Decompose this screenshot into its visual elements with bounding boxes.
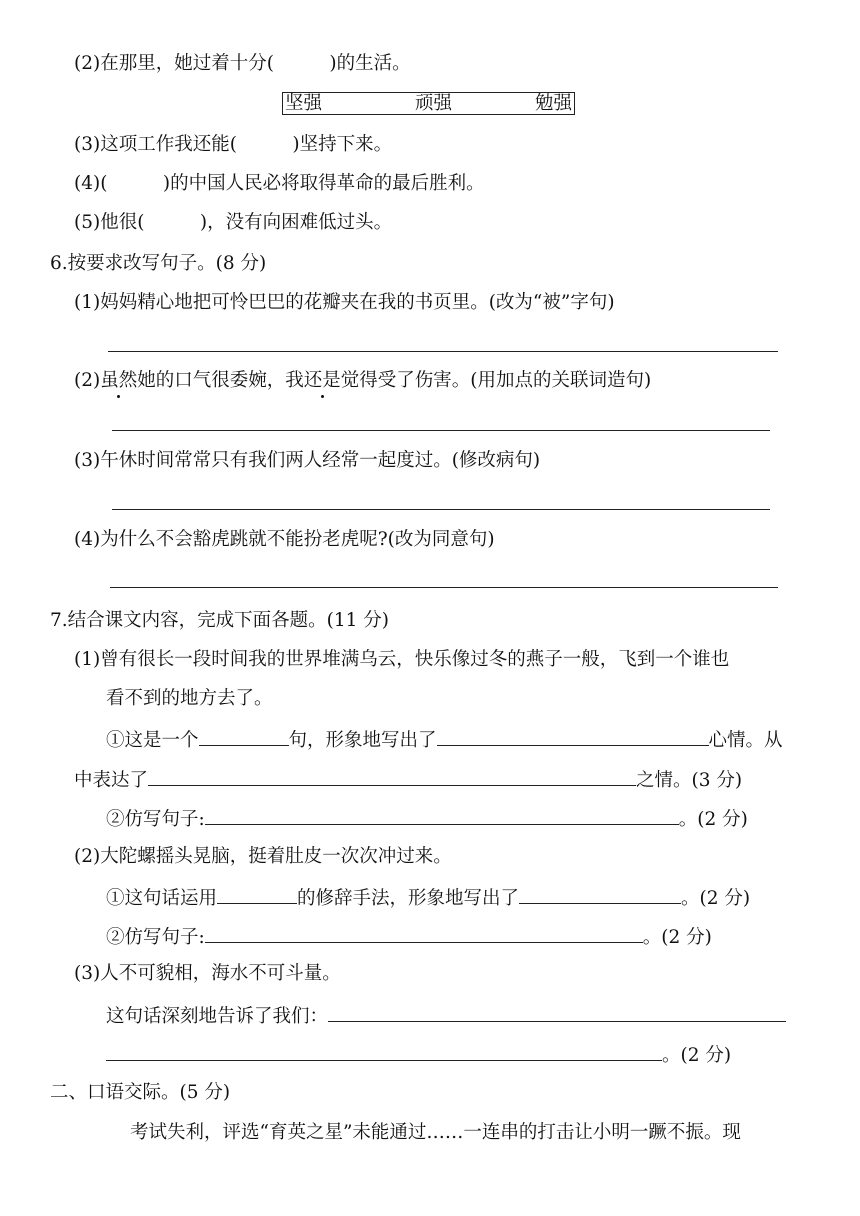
- word-options-box: [282, 92, 575, 115]
- q6-item-3: (3)午休时间常常只有我们两人经常一起度过。(修改病句): [74, 450, 541, 471]
- q7-sub-5-text: 这句话深刻地告诉了我们：: [106, 1006, 329, 1027]
- q6-item-2-prefix: (2): [74, 370, 101, 391]
- q6-answer-line-3[interactable]: [112, 509, 770, 510]
- q6-answer-line-4[interactable]: [110, 587, 778, 588]
- q7-sub-1-text-d: 中表达了: [74, 770, 149, 791]
- q7-sub-5-line-2: [106, 1041, 731, 1068]
- q7-sub-2-text-a: ②仿写句子:: [106, 809, 205, 830]
- q7-sub-3-text-a: ①这句话运用: [106, 888, 218, 909]
- q6-item-2: [74, 369, 651, 393]
- feeling-blank[interactable]: [148, 766, 636, 786]
- q7-sub-5-score: 。(2 分): [662, 1045, 732, 1066]
- imitation-blank-2[interactable]: [205, 923, 643, 943]
- q7-sub-1-text-c: 心情。从: [708, 730, 783, 751]
- q7-sub-2-text-b: 。(2 分): [678, 809, 748, 830]
- q7-sub-3-text-b: 的修辞手法，形象地写出了: [297, 888, 520, 909]
- sentence-type-blank[interactable]: [199, 726, 289, 746]
- q6-item-4: (4)为什么不会豁虎跳就不能扮老虎呢?(改为同意句): [74, 529, 495, 550]
- word-option-2: 顽强: [415, 93, 453, 114]
- q7-item-1-line-1: (1)曾有很长一段时间我的世界堆满乌云，快乐像过冬的燕子一般，飞到一个谁也: [74, 649, 730, 670]
- lesson-blank-2[interactable]: [106, 1041, 662, 1061]
- q5-item-5: (5)他很( )，没有向困难低过头。: [74, 212, 393, 233]
- q7-title: 7.结合课文内容，完成下面各题。(11 分): [50, 610, 390, 631]
- word-option-1: 坚强: [285, 93, 323, 114]
- q7-item-2: (2)大陀螺摇头晃脑，挺着肚皮一次次冲过来。: [74, 846, 452, 867]
- q6-title: 6.按要求改写句子。(8 分): [50, 253, 267, 274]
- q5-item-4: (4)( )的中国人民必将取得革命的最后胜利。: [74, 173, 485, 194]
- section-2-paragraph: 考试失利，评选“育英之星”未能通过……一连串的打击让小明一蹶不振。现: [130, 1122, 741, 1143]
- q7-item-1-line-2: 看不到的地方去了。: [106, 688, 273, 709]
- q7-sub-1-text-e: 之情。(3 分): [636, 770, 743, 791]
- q6-answer-line-1[interactable]: [108, 351, 778, 352]
- q7-sub-3-line: [106, 884, 750, 911]
- q7-sub-4-text-a: ②仿写句子:: [106, 927, 205, 948]
- q7-sub-1-text-b: 句，形象地写出了: [288, 730, 437, 751]
- q5-item-2: (2)在那里，她过着十分( )的生活。: [74, 53, 411, 74]
- q6-item-2-suffix: 觉得受了伤害。(用加点的关联词造句): [340, 370, 652, 391]
- q7-sub-1-line: [106, 726, 783, 753]
- mood-blank[interactable]: [437, 726, 709, 746]
- q6-item-1: (1)妈妈精心地把可怜巴巴的花瓣夹在我的书页里。(改为“被”字句): [74, 292, 615, 313]
- q7-sub-4-text-b: 。(2 分): [642, 927, 712, 948]
- q7-sub-4-line: [106, 923, 712, 950]
- q7-sub-3-text-c: 。(2 分): [681, 888, 751, 909]
- emphasis-dotted-word-1: 虽然: [100, 370, 138, 391]
- q5-item-3: (3)这项工作我还能( )坚持下来。: [74, 134, 393, 155]
- q7-sub-5-line: [106, 1002, 786, 1029]
- rhetoric-blank[interactable]: [217, 884, 297, 904]
- emphasis-dotted-word-2: 还是: [303, 370, 341, 391]
- q7-sub-1-line-2: [74, 766, 742, 793]
- q7-item-3: (3)人不可貌相，海水不可斗量。: [74, 963, 341, 984]
- description-blank[interactable]: [519, 884, 681, 904]
- q7-sub-2-line: [106, 805, 748, 832]
- word-option-3: 勉强: [535, 93, 573, 114]
- section-2-title: 二、口语交际。(5 分): [50, 1082, 231, 1103]
- imitation-blank-1[interactable]: [205, 805, 679, 825]
- q6-item-2-mid: 她的口气很委婉，我: [137, 370, 304, 391]
- lesson-blank-1[interactable]: [328, 1002, 786, 1022]
- q6-answer-line-2[interactable]: [112, 430, 770, 431]
- q7-sub-1-text-a: ①这是一个: [106, 730, 199, 751]
